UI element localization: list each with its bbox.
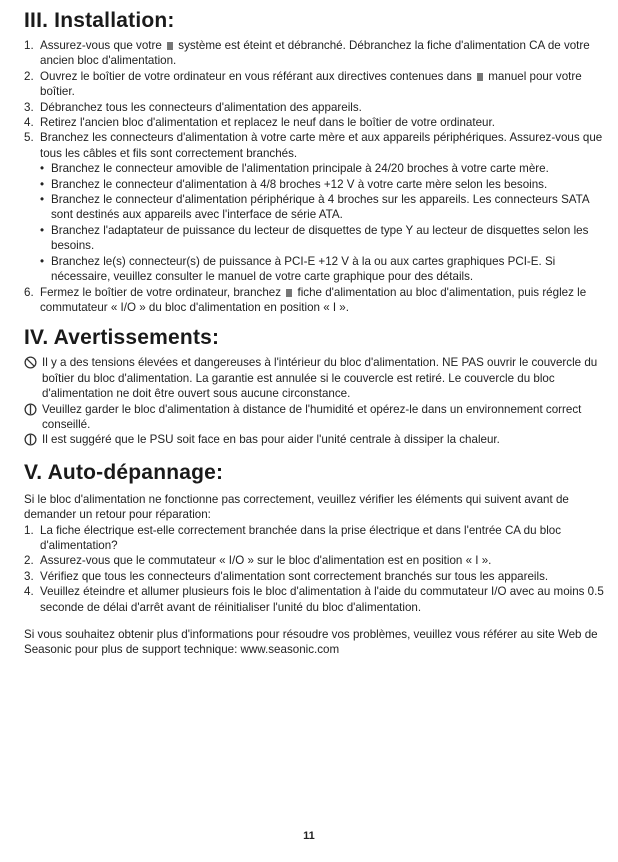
glyph-icon (477, 73, 483, 81)
installation-step-2: 2. Ouvrez le boîtier de votre ordinateur en vous référant aux directives contenues dans manuel pour votre boîtier. (24, 69, 582, 99)
installation-step-5: 5. Branchez les connecteurs d'alimentation à votre carte mère et aux appareils périphériques. Assurez-vous que tous les câbles et fils sont correctement branchés. • Branchez le connecteur amovible de l'alimentation principale à 24/20 broches à votre carte mère. • Branchez le connecteur d'alimentation à 4/8 broches +12 V à votre carte mère selon les besoins. • Branchez le connecteur d'alimentation périphérique à 4 broches sur les appareils. Les connecteurs SATA sont destinés aux appareils avec l'interface de série ATA. • Branchez l'adaptateur de puissance du lecteur de disquettes de type Y au lecteur de disquettes selon les besoins. • Branchez le(s) connecteur(s) de puissance à PCI-E +12 V à la ou aux cartes graphiques PCI-E. Si nécessaire, veuillez consulter le manuel de votre carte graphique pour des détails. (24, 131, 603, 284)
bullet-item: • Branchez le(s) connecteur(s) de puissance à PCI-E +12 V à la ou aux cartes graphiques PCI-E. Si nécessaire, veuillez consulter le manuel de votre carte graphique pour des détails. (40, 254, 556, 284)
installation-step-3: 3. Débranchez tous les connecteurs d'alimentation des appareils. (24, 100, 362, 114)
warnings-section (24, 325, 604, 447)
troubleshooting-steps (24, 523, 604, 615)
warnings-heading: IV. Avertissements: (24, 326, 220, 350)
caution-icon (24, 433, 37, 446)
troubleshooting-heading: V. Auto-dépannage: (24, 460, 224, 484)
connector-bullets (40, 161, 604, 284)
page-number: 11 (303, 830, 315, 842)
troubleshooting-step: 1. La fiche électrique est-elle correctement branchée dans la prise électrique et dans l'entrée CA du bloc d'alimentation? (24, 523, 562, 552)
troubleshooting-step: 3. Vérifiez que tous les connecteurs d'alimentation sont correctement branchés sur tous les appareils. (24, 569, 549, 583)
caution-icon (24, 403, 37, 416)
glyph-icon (286, 289, 292, 297)
troubleshooting-section (24, 460, 604, 658)
support-note: Si vous souhaitez obtenir plus d'informations pour résoudre vos problèmes, veuillez vous référer au site Web de Seasonic pour plus de support technique: www.seasonic.com (24, 628, 598, 657)
bullet-item: • Branchez l'adaptateur de puissance du lecteur de disquettes de type Y au lecteur de disquettes selon les besoins. (40, 223, 589, 253)
installation-step-1: 1. Assurez-vous que votre système est éteint et débranché. Débranchez la fiche d'alimentation CA de votre ancien bloc d'alimentation. (24, 39, 590, 68)
installation-step-4: 4. Retirez l'ancien bloc d'alimentation et replacez le neuf dans le boîtier de votre ordinateur. (24, 116, 495, 130)
troubleshooting-step: 2. Assurez-vous que le commutateur « I/O » sur le bloc d'alimentation est en position « I ». (24, 554, 492, 568)
bullet-item: • Branchez le connecteur d'alimentation à 4/8 broches +12 V à votre carte mère selon les besoins. (40, 177, 548, 191)
installation-steps (24, 38, 604, 315)
bullet-item: • Branchez le connecteur d'alimentation périphérique à 4 broches sur les appareils. Les connecteurs SATA sont destinés aux appareils avec l'interface de série ATA. (40, 193, 589, 222)
installation-section (24, 8, 604, 315)
prohibition-icon (24, 356, 37, 369)
troubleshooting-step: 4. Veuillez éteindre et allumer plusieurs fois le bloc d'alimentation à l'aide du commutateur I/O avec au moins 0.5 seconde de délai d'arrêt avant de réinitialiser l'unité du bloc d'alimentation. (24, 585, 604, 614)
warning-item: Veuillez garder le bloc d'alimentation à distance de l'humidité et opérez-le dans un environnement correct conseillé. (24, 402, 604, 433)
warning-item: Il y a des tensions élevées et dangereuses à l'intérieur du bloc d'alimentation. NE PAS ouvrir le couvercle du boîtier du bloc d'alimentation. La garantie est annulée si le couvercle est retiré. Le couvercle du bloc d'alimentation ne doit être ouvert sous aucune circonstance. (24, 355, 604, 401)
installation-step-6: 6. Fermez le boîtier de votre ordinateur, branchez fiche d'alimentation au bloc d'alimentation, puis réglez le commutateur « I/O » du bloc d'alimentation en position « I ». (24, 285, 587, 314)
glyph-icon (167, 42, 173, 50)
installation-heading: III. Installation: (24, 9, 175, 32)
bullet-item: • Branchez le connecteur amovible de l'alimentation principale à 24/20 broches à votre carte mère. (40, 162, 549, 176)
warning-item: Il est suggéré que le PSU soit face en bas pour aider l'unité centrale à dissiper la chaleur. (24, 432, 604, 447)
troubleshooting-intro: Si le bloc d'alimentation ne fonctionne pas correctement, veuillez vérifier les éléments qui suivent avant de demander un retour pour réparation: (24, 492, 569, 522)
